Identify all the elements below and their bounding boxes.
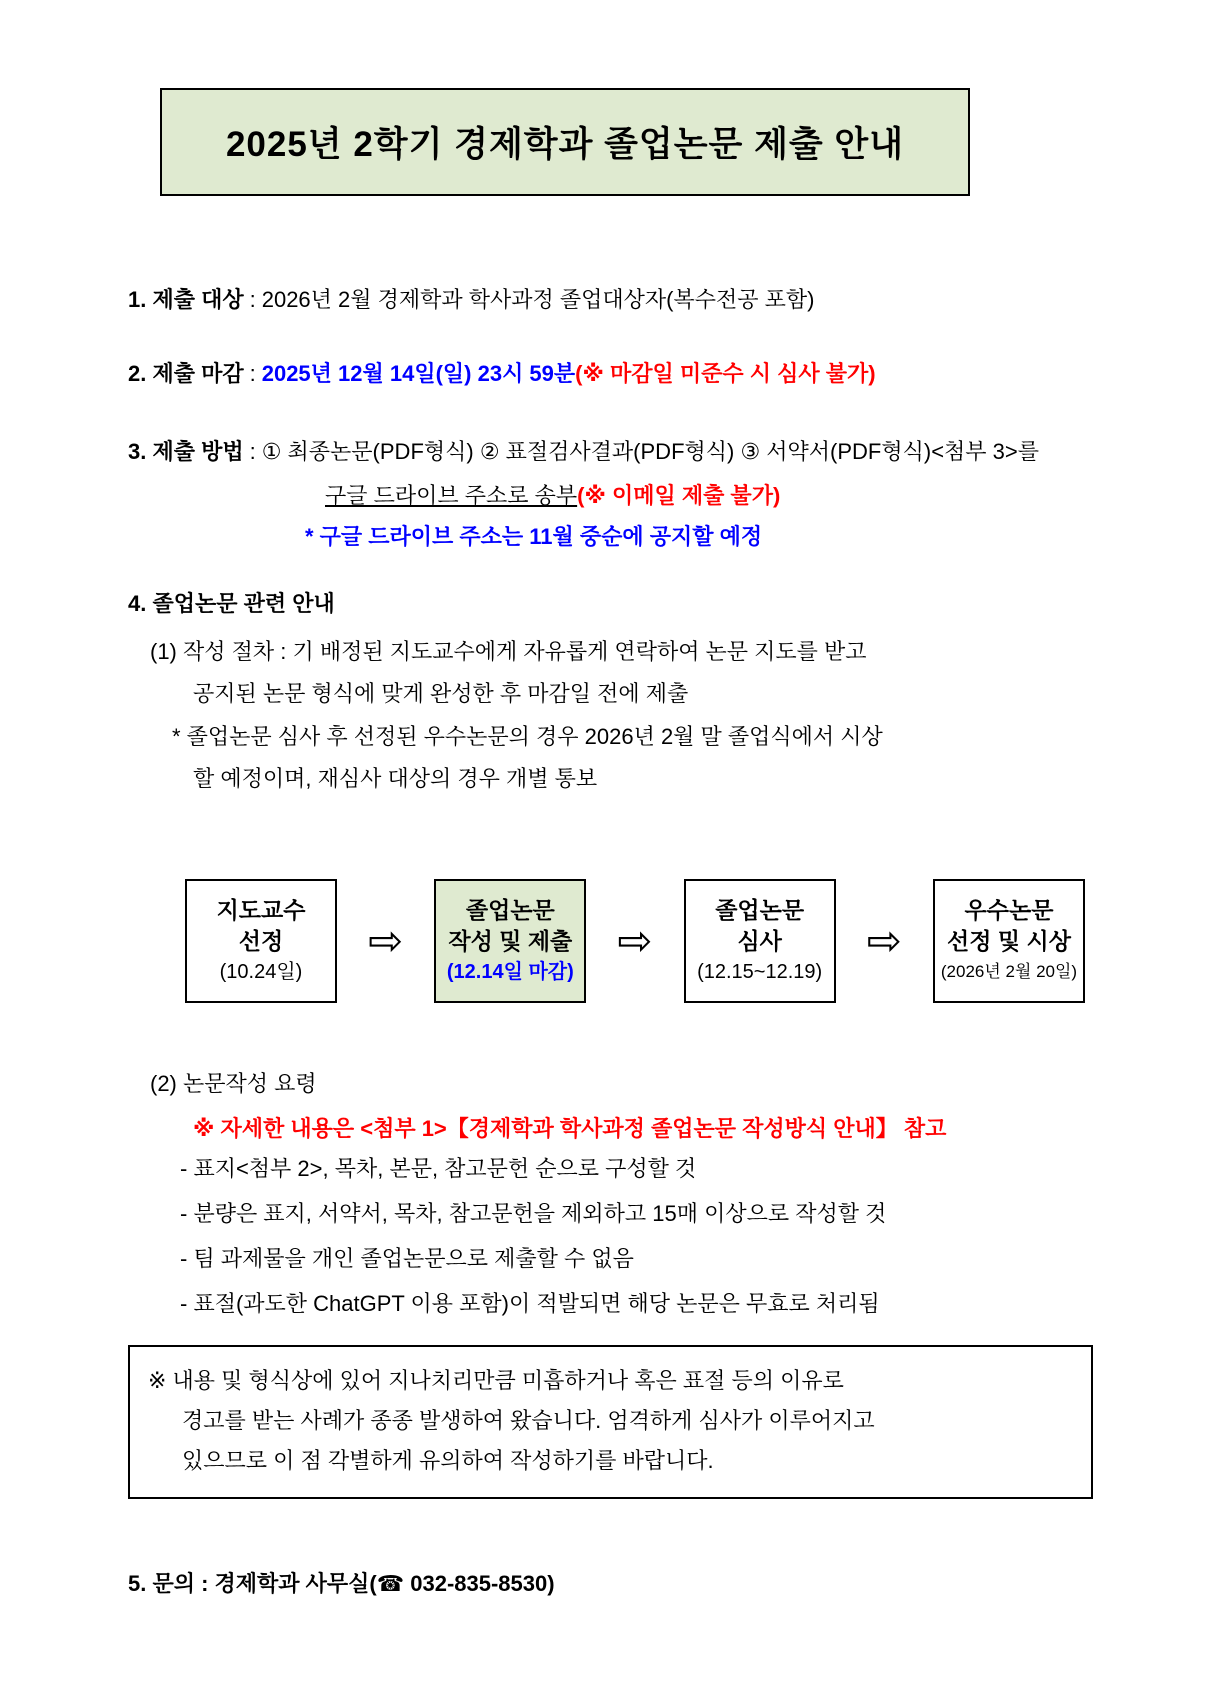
method-line-2 xyxy=(325,481,1221,511)
writing-bullet-team: - 팀 과제물을 개인 졸업논문으로 제출할 수 없음 xyxy=(180,1246,634,1271)
notice-line-3: 있으므로 이 점 각별하게 유의하여 작성하기를 바랍니다. xyxy=(182,1448,714,1473)
flow-step-date: (12.14일 마감) xyxy=(446,961,574,983)
submission-target-text: 2026년 2월 경제학과 학사과정 졸업대상자(복수전공 포함) xyxy=(261,287,815,312)
separator: : xyxy=(249,287,256,312)
method-send-underlined: 구글 드라이브 주소로 송부 xyxy=(325,483,578,508)
flow-step-award xyxy=(933,879,1085,1003)
deadline-line xyxy=(128,359,1221,389)
submission-target-line xyxy=(128,285,1221,315)
warning-notice-box xyxy=(128,1345,1093,1499)
flow-step-line: 지도교수 xyxy=(216,897,306,923)
guide-heading: 4. 졸업논문 관련 안내 xyxy=(128,591,335,616)
flow-step-thesis-submission xyxy=(434,879,586,1003)
flow-step-line: 졸업논문 xyxy=(715,897,805,923)
separator: : xyxy=(249,439,256,464)
separator: : xyxy=(249,361,256,386)
submission-target-label: 1. 제출 대상 xyxy=(128,287,244,312)
method-send-warning: (※ 이메일 제출 불가) xyxy=(577,483,781,508)
method-documents: ① 최종논문(PDF형식) ② 표절검사결과(PDF형식) ③ 서약서(PDF형식)<첨부 3>를 xyxy=(261,439,1039,464)
right-arrow-icon: ⇨ xyxy=(866,916,902,965)
notice-line-1: ※ 내용 및 형식상에 있어 지나치리만큼 미흡하거나 혹은 표절 등의 이유로 xyxy=(148,1368,844,1393)
writing-reference-note: ※ 자세한 내용은 <첨부 1>【경제학과 학사과정 졸업논문 작성방식 안내】 참고 xyxy=(193,1116,947,1141)
method-address-note: * 구글 드라이브 주소는 11월 중순에 공지할 예정 xyxy=(305,524,763,549)
right-arrow-icon: ⇨ xyxy=(368,916,404,965)
writing-bullet-structure: - 표지<첨부 2>, 목차, 본문, 참고문헌 순으로 구성할 것 xyxy=(180,1156,697,1181)
method-line-1 xyxy=(128,437,1221,467)
guide-procedure-line-2: 공지된 논문 형식에 맞게 완성한 후 마감일 전에 제출 xyxy=(193,681,689,706)
guide-procedure-line-1: (1) 작성 절차 : 기 배정된 지도교수에게 자유롭게 연락하여 논문 지도를 받고 xyxy=(150,639,867,664)
deadline-date: 2025년 12월 14일(일) 23시 59분 xyxy=(261,361,576,386)
page-title: 2025년 2학기 경제학과 졸업논문 제출 안내 xyxy=(225,125,905,164)
flow-step-line: 선정 및 시상 xyxy=(947,928,1071,954)
flow-step-line: 선정 xyxy=(238,928,284,954)
flow-step-date: (12.15~12.19) xyxy=(697,961,823,983)
title-banner xyxy=(160,88,970,196)
flow-step-advisor-selection xyxy=(185,879,337,1003)
flow-step-thesis-review xyxy=(684,879,836,1003)
flow-step-line: 심사 xyxy=(737,928,782,954)
writing-bullet-plagiarism: - 표절(과도한 ChatGPT 이용 포함)이 적발되면 해당 논문은 무효로 처리됨 xyxy=(180,1291,880,1316)
process-flowchart xyxy=(185,879,1085,1003)
writing-bullet-length: - 분량은 표지, 서약서, 목차, 참고문헌을 제외하고 15매 이상으로 작성할 것 xyxy=(180,1201,887,1226)
flow-step-line: 작성 및 제출 xyxy=(448,928,573,954)
flow-step-line: 우수논문 xyxy=(964,897,1054,923)
guide-award-note-line-2: 할 예정이며, 재심사 대상의 경우 개별 통보 xyxy=(193,766,598,791)
flow-step-date: (2026년 2월 20일) xyxy=(940,962,1078,981)
deadline-warning: (※ 마감일 미준수 시 심사 불가) xyxy=(575,361,876,386)
deadline-label: 2. 제출 마감 xyxy=(128,361,244,386)
guide-award-note-line-1: * 졸업논문 심사 후 선정된 우수논문의 경우 2026년 2월 말 졸업식에서 시상 xyxy=(172,724,883,749)
contact-line: 5. 문의 : 경제학과 사무실(☎ 032-835-8530) xyxy=(128,1571,555,1596)
flow-step-date: (10.24일) xyxy=(219,961,303,983)
writing-heading: (2) 논문작성 요령 xyxy=(150,1071,317,1096)
method-line-3 xyxy=(305,522,1221,552)
right-arrow-icon: ⇨ xyxy=(617,916,653,965)
notice-line-2: 경고를 받는 사례가 종종 발생하여 왔습니다. 엄격하게 심사가 이루어지고 xyxy=(182,1408,875,1433)
method-label: 3. 제출 방법 xyxy=(128,439,244,464)
flow-step-line: 졸업논문 xyxy=(465,897,555,923)
